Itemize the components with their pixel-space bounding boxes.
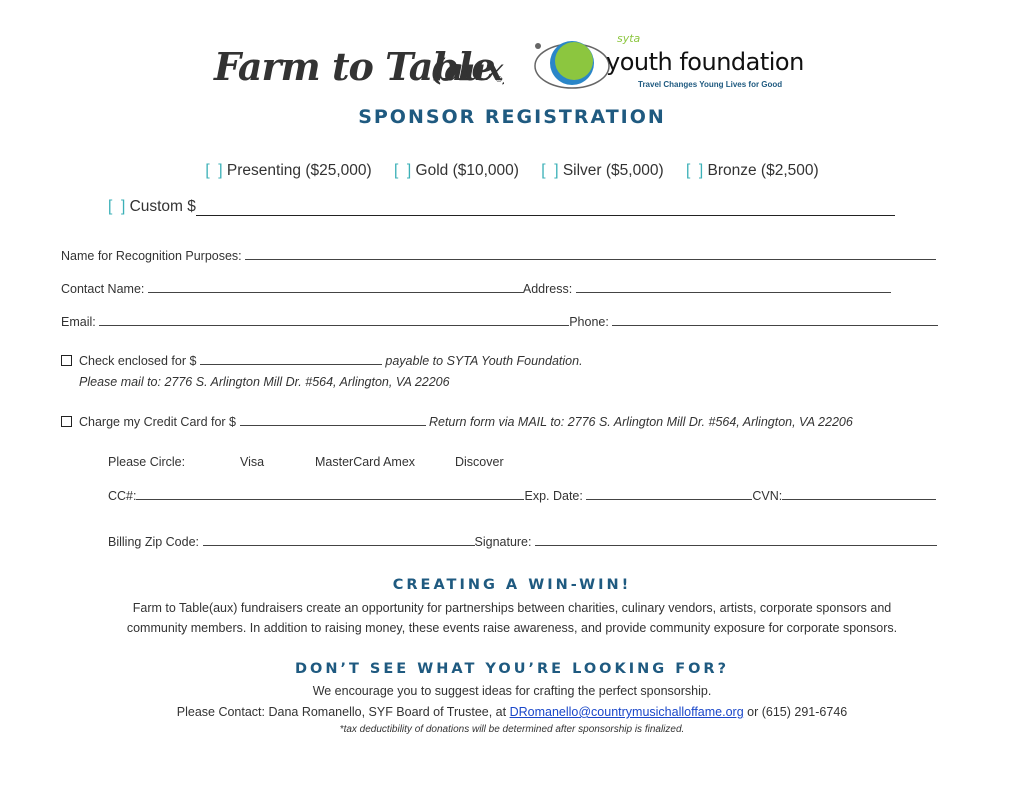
contact-suffix: or (615) 291-6746 <box>747 705 848 719</box>
signature-label: Signature: <box>474 535 532 549</box>
win-line-1: Farm to Table(aux) fundraisers create an opportunity for partnerships between charities, culinary vendors, artists, corporate sponsors and <box>132 601 892 615</box>
contact-name-label: Contact Name: <box>61 282 145 296</box>
sponsorship-levels <box>0 162 1024 180</box>
level-label: Silver ($5,000) <box>562 162 664 179</box>
credit-row <box>61 414 853 429</box>
cc-label: CC#: <box>108 489 137 503</box>
credit-return-note: Return form via MAIL to: 2776 S. Arlington Mill Dr. #564, Arlington, VA 22206 <box>428 415 853 429</box>
phone-field[interactable] <box>612 314 938 326</box>
level-presenting[interactable]: [ ] Presenting ($25,000) <box>205 162 372 179</box>
check-payable-note: payable to SYTA Youth Foundation. <box>385 354 583 368</box>
address-field[interactable] <box>576 281 891 293</box>
credit-label: Charge my Credit Card for $ <box>79 415 237 429</box>
farm-to-table-logo-art <box>212 40 504 90</box>
zip-row <box>108 534 937 549</box>
contact-prefix: Please Contact: Dana Romanello, SYF Board of Trustee, at <box>176 705 507 719</box>
phone-label: Phone: <box>569 315 609 329</box>
card-discover[interactable]: Discover <box>455 455 504 469</box>
recognition-field[interactable] <box>245 248 936 260</box>
check-row <box>61 353 583 368</box>
svg-text:®: ® <box>495 75 503 84</box>
page-title: SPONSOR REGISTRATION <box>358 106 666 128</box>
contact-email-link[interactable]: DRomanello@countrymusichalloffame.org <box>509 705 744 719</box>
tax-note: *tax deductibility of donations will be determined after sponsorship is finalized. <box>339 724 685 735</box>
zip-label: Billing Zip Code: <box>108 535 200 549</box>
win-line-2: community members. In addition to raising money, these events raise awareness, and provide community exposure for corporate sponsors. <box>126 621 898 635</box>
credit-amount-field[interactable] <box>240 414 426 426</box>
cc-row <box>108 488 936 503</box>
email-label: Email: <box>61 315 96 329</box>
custom-label: Custom $ <box>129 198 196 215</box>
level-custom[interactable]: [ ] Custom $ <box>108 198 895 216</box>
check-amount-field[interactable] <box>200 353 382 365</box>
farm-to-table-logo <box>212 40 504 90</box>
level-label: Presenting ($25,000) <box>226 162 372 179</box>
cvn-field[interactable] <box>782 488 936 500</box>
address-label: Address: <box>522 282 573 296</box>
zip-field[interactable] <box>203 534 475 546</box>
level-label: Gold ($10,000) <box>415 162 519 179</box>
youth-foundation-label: youth foundation <box>606 48 804 76</box>
syta-label: syta <box>617 32 641 45</box>
card-visa[interactable]: Visa <box>240 455 265 469</box>
cvn-label: CVN: <box>752 489 783 503</box>
contact-heading: DON’T SEE WHAT YOU’RE LOOKING FOR? <box>294 661 730 677</box>
contact-line-2 <box>0 702 1024 722</box>
level-silver[interactable]: [ ] Silver ($5,000) <box>541 162 664 179</box>
exp-label: Exp. Date: <box>524 489 583 503</box>
level-gold[interactable]: [ ] Gold ($10,000) <box>393 162 519 179</box>
contact-row <box>61 281 891 296</box>
contact-name-field[interactable] <box>148 281 523 293</box>
level-label: Bronze ($2,500) <box>707 162 819 179</box>
recognition-label: Name for Recognition Purposes: <box>61 249 242 263</box>
contact-line-1: We encourage you to suggest ideas for crafting the perfect sponsorship. <box>312 684 712 698</box>
svg-text:(aux): (aux <box>430 53 504 88</box>
check-checkbox[interactable] <box>61 355 72 366</box>
syta-tagline: Travel Changes Young Lives for Good <box>638 80 783 89</box>
custom-amount-field[interactable] <box>196 199 895 216</box>
credit-checkbox[interactable] <box>61 416 72 427</box>
exp-field[interactable] <box>586 488 752 500</box>
win-paragraph <box>0 598 1024 638</box>
check-mail-note: Please mail to: 2776 S. Arlington Mill Dr. #564, Arlington, VA 22206 <box>79 375 450 389</box>
win-heading: CREATING A WIN-WIN! <box>392 577 632 593</box>
email-field[interactable] <box>99 314 569 326</box>
cc-field[interactable] <box>136 488 524 500</box>
email-row <box>61 314 938 329</box>
svg-text:Farm to Table: Farm to Table <box>214 44 495 89</box>
check-label: Check enclosed for $ <box>79 354 197 368</box>
recognition-row <box>61 248 936 263</box>
signature-field[interactable] <box>535 534 937 546</box>
card-mastercard-amex[interactable]: MasterCard Amex <box>315 455 416 469</box>
card-circle-label: Please Circle: <box>108 455 186 469</box>
level-bronze[interactable]: [ ] Bronze ($2,500) <box>685 162 819 179</box>
